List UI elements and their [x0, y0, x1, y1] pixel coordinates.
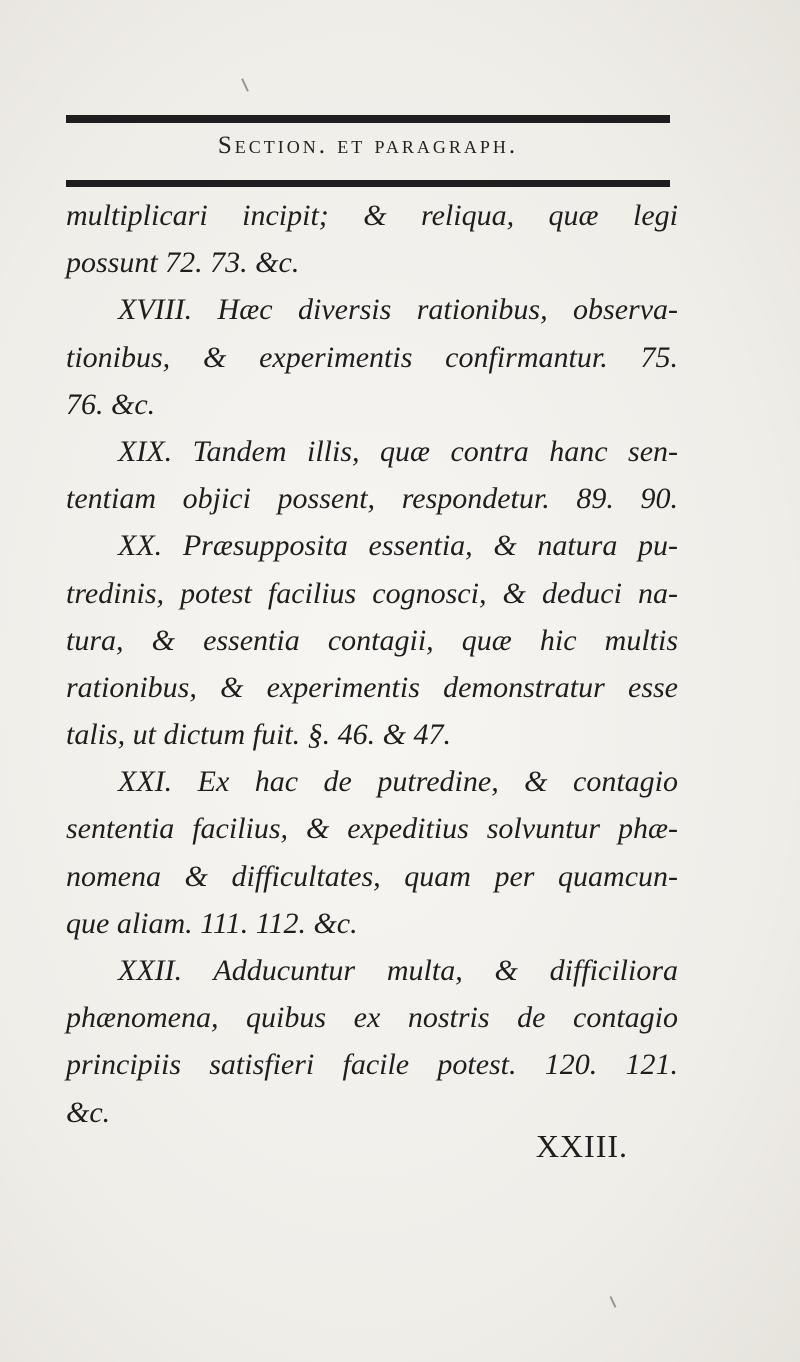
text-line: &c. [66, 1095, 111, 1129]
body-text [66, 192, 678, 1136]
header-rule-bottom [66, 180, 670, 187]
text-line: tura, & essentia contagii, quæ hic multis [66, 623, 678, 657]
text-line: XX. Præsupposita essentia, & natura pu- [118, 529, 678, 563]
text-line: multiplicari incipit; & reliqua, quæ legi [66, 199, 678, 232]
paper-speck [610, 1296, 617, 1308]
text-line: rationibus, & experimentis demonstratur esse [66, 670, 678, 704]
text-line: talis, ut dictum fuit. §. 46. & 47. [66, 718, 452, 752]
text-line: nomena & difficultates, quam per quamcun- [66, 859, 678, 893]
text-line: phænomena, quibus ex nostris de contagio [66, 1001, 678, 1035]
text-line: sententia facilius, & expeditius solvuntur phæ- [66, 812, 678, 846]
catchword: XXIII. [535, 1128, 628, 1164]
text-line: XXI. Ex hac de putredine, & contagio [118, 765, 678, 799]
text-line: tredinis, potest facilius cognosci, & deduci na- [66, 576, 678, 610]
text-line: que aliam. 111. 112. &c. [66, 906, 358, 940]
header-rule-top [66, 115, 670, 123]
text-line: principiis satisfieri facile potest. 120. 121. [66, 1048, 678, 1082]
text-line: XIX. Tandem illis, quæ contra hanc sen- [118, 434, 678, 468]
text-line: possunt 72. 73. &c. [66, 246, 300, 280]
text-line: XXII. Adducuntur multa, & difficiliora [118, 954, 678, 987]
text-line: tentiam objici possent, respondetur. 89. 90. [66, 482, 678, 516]
text-line: XVIII. Hæc diversis rationibus, observa- [118, 293, 678, 327]
text-line: 76. &c. [66, 387, 156, 421]
text-line: tionibus, & experimentis confirmantur. 75. [66, 340, 678, 374]
running-head: Section. et paragraph. [217, 132, 519, 159]
paper-speck [241, 78, 249, 92]
